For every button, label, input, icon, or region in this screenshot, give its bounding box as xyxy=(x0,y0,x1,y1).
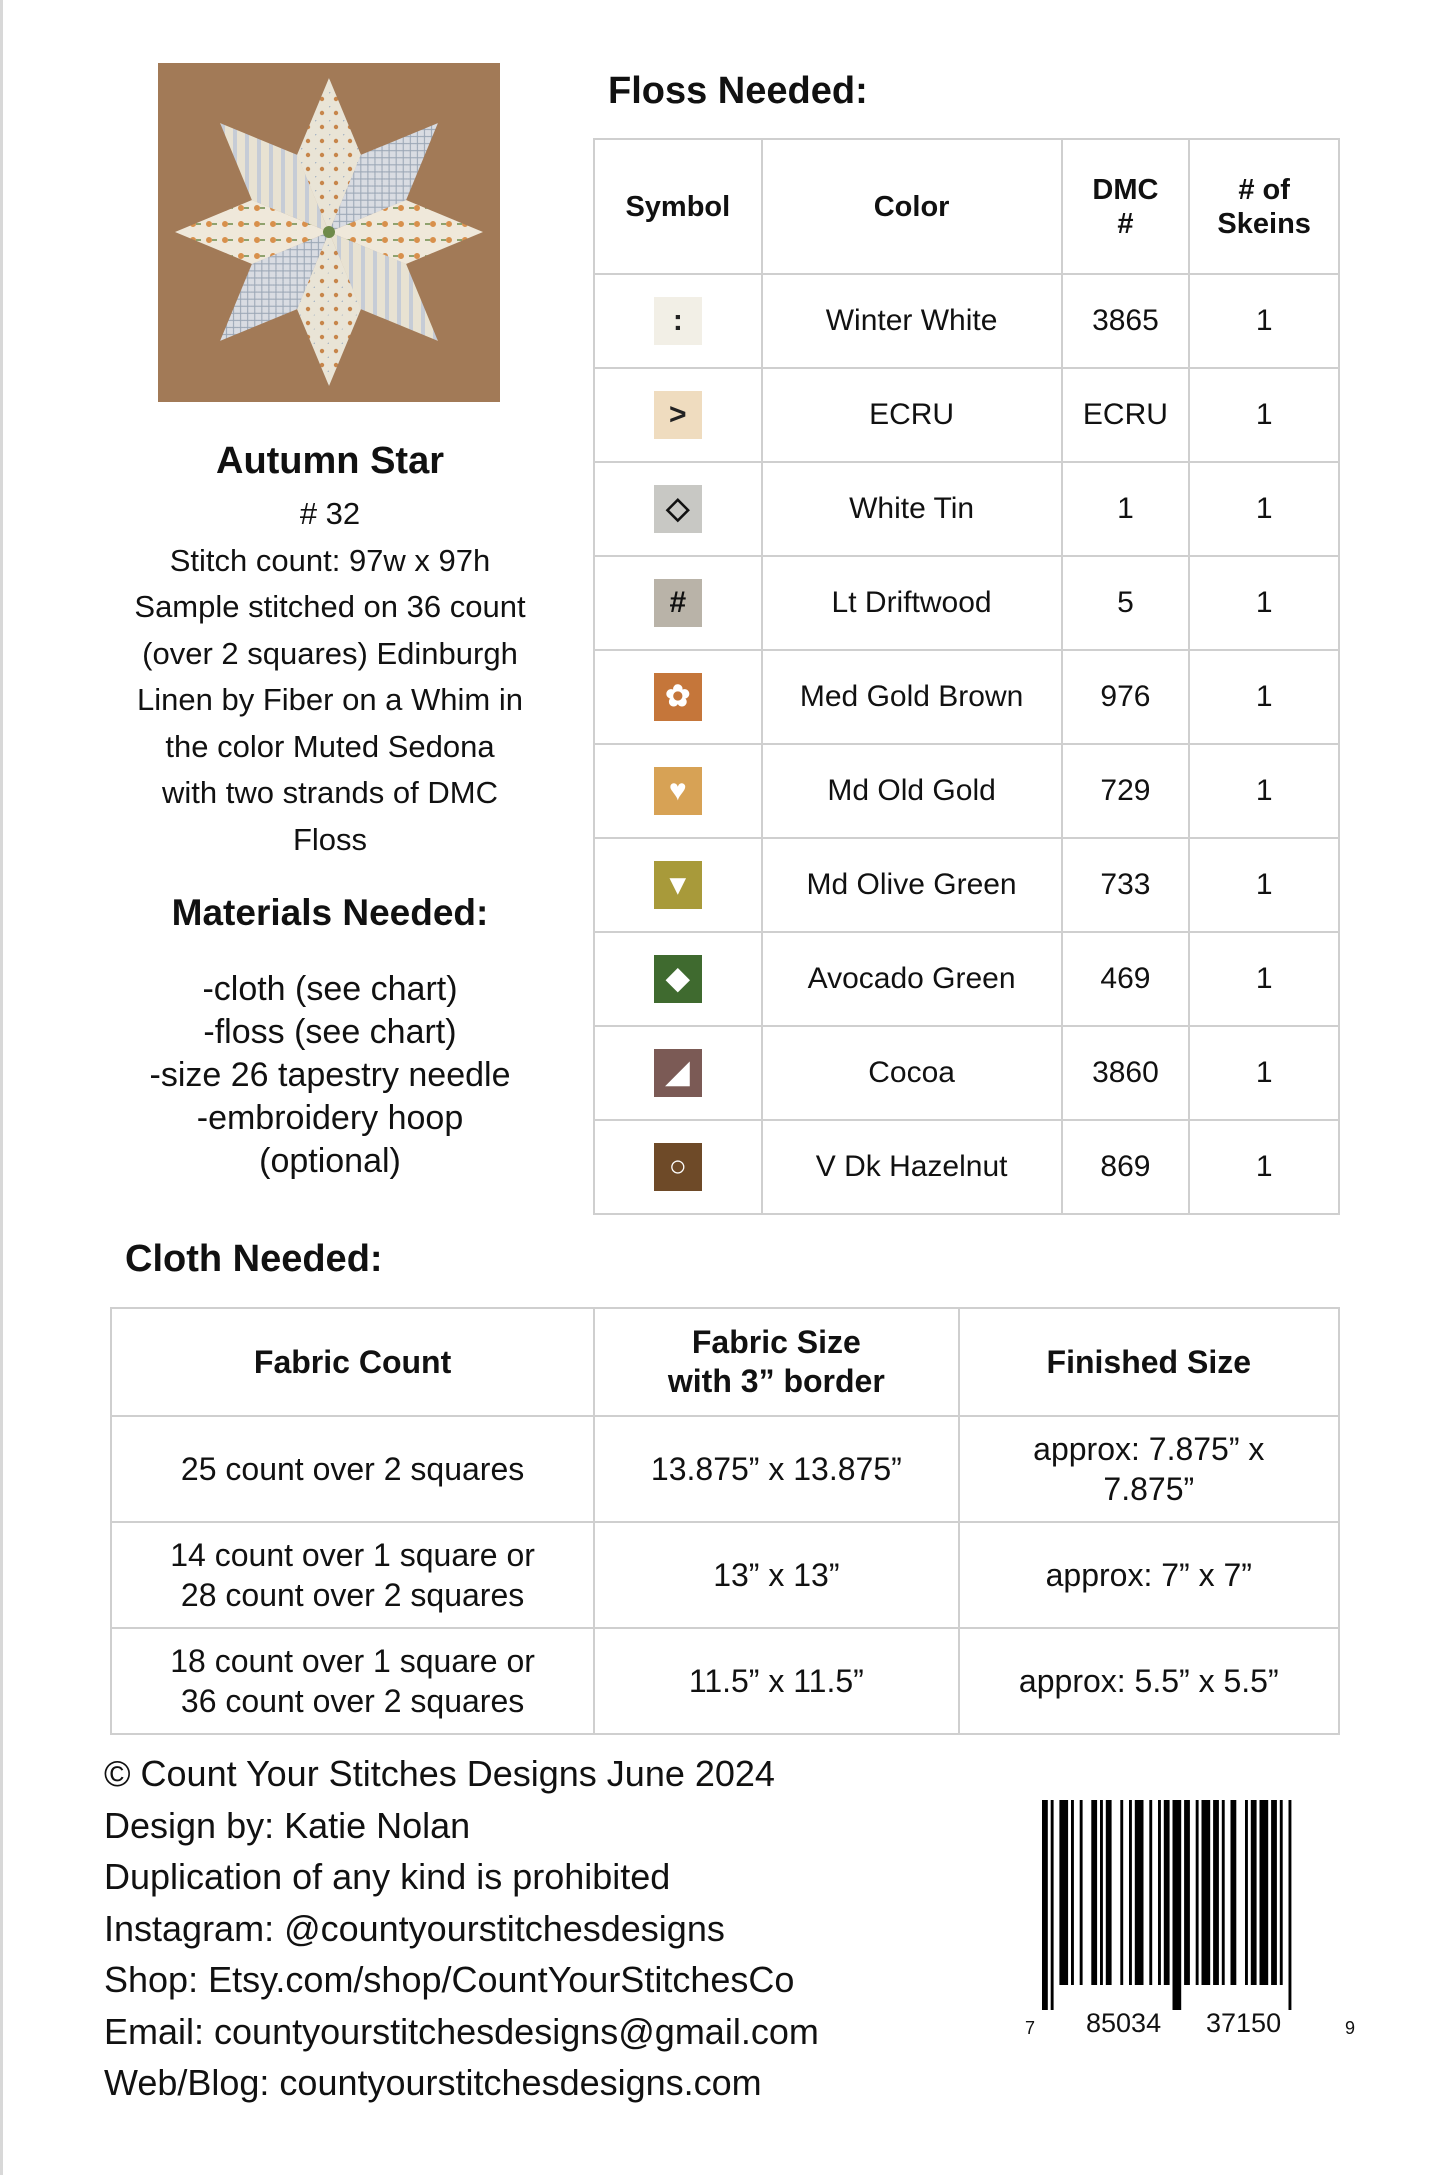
barcode-bar xyxy=(1222,1800,1225,1985)
floss-row xyxy=(594,368,1339,462)
flower-symbol-icon: ✿ xyxy=(654,673,702,721)
barcode-bar xyxy=(1289,1800,1292,2010)
barcode-bar xyxy=(1135,1800,1144,1985)
barcode-check-digit: 9 xyxy=(1345,2018,1356,2038)
barcode-first-digit: 7 xyxy=(1025,2018,1036,2038)
material-item: (optional) xyxy=(259,1142,401,1180)
materials-list xyxy=(95,968,565,1183)
half-circle-symbol-icon: ▾ xyxy=(654,861,702,909)
material-item: -floss (see chart) xyxy=(203,1013,457,1051)
instagram-line: Instagram: @countyourstitchesdesigns xyxy=(104,1907,725,1949)
hash-symbol-icon: # xyxy=(654,579,702,627)
symbol-cell xyxy=(594,1120,762,1214)
barcode-bar xyxy=(1106,1800,1112,1985)
floss-header-color: Color xyxy=(762,139,1062,274)
color-name-cell: Md Old Gold xyxy=(762,744,1062,838)
dmc-number-cell: ECRU xyxy=(1062,368,1190,462)
color-name-cell: Lt Driftwood xyxy=(762,556,1062,650)
barcode xyxy=(1020,1800,1360,2040)
finished-size-cell: approx: 7” x 7” xyxy=(959,1522,1339,1628)
description-line: with two strands of DMC xyxy=(162,775,498,810)
color-name-cell: Md Olive Green xyxy=(762,838,1062,932)
cloth-header-count: Fabric Count xyxy=(111,1308,594,1416)
barcode-bar xyxy=(1251,1800,1257,1985)
triangle-symbol-icon: ◢ xyxy=(654,1049,702,1097)
color-name-cell: Med Gold Brown xyxy=(762,650,1062,744)
symbol-cell xyxy=(594,274,762,368)
designer-line: Design by: Katie Nolan xyxy=(104,1804,471,1846)
skeins-cell: 1 xyxy=(1189,838,1339,932)
color-name-cell: Avocado Green xyxy=(762,932,1062,1026)
barcode-bar xyxy=(1213,1800,1219,1985)
skeins-cell: 1 xyxy=(1189,274,1339,368)
floss-header-row xyxy=(594,139,1339,274)
description-line: (over 2 squares) Edinburgh xyxy=(142,635,518,671)
material-item: -cloth (see chart) xyxy=(202,970,458,1008)
skeins-cell: 1 xyxy=(1189,650,1339,744)
cloth-row xyxy=(111,1416,1339,1522)
floss-row xyxy=(594,650,1339,744)
floss-header-dmc: DMC # xyxy=(1062,139,1190,274)
dmc-number-cell: 729 xyxy=(1062,744,1190,838)
diamond-filled-symbol-icon: ◆ xyxy=(654,955,702,1003)
floss-row xyxy=(594,838,1339,932)
color-name-cell: V Dk Hazelnut xyxy=(762,1120,1062,1214)
barcode-bar xyxy=(1173,1800,1182,2010)
cloth-table xyxy=(110,1307,1340,1735)
barcode-bar xyxy=(1164,1800,1170,1985)
barcode-bar xyxy=(1091,1800,1097,1985)
fabric-count-cell: 14 count over 1 square or 28 count over 2 squares xyxy=(111,1522,594,1628)
shop-line: Shop: Etsy.com/shop/CountYourStitchesCo xyxy=(104,1959,795,2000)
autumn-star-pattern-image xyxy=(158,63,500,402)
symbol-cell xyxy=(594,838,762,932)
skeins-cell: 1 xyxy=(1189,932,1339,1026)
barcode-bar xyxy=(1184,1800,1190,1985)
materials-title: Materials Needed: xyxy=(171,892,489,933)
footer-credits xyxy=(104,1748,819,2109)
skeins-cell: 1 xyxy=(1189,368,1339,462)
barcode-bar xyxy=(1245,1800,1248,1985)
symbol-cell xyxy=(594,650,762,744)
barcode-bar xyxy=(1260,1800,1269,1985)
material-item: -size 26 tapestry needle xyxy=(149,1056,511,1094)
dmc-number-cell: 869 xyxy=(1062,1120,1190,1214)
dmc-number-cell: 1 xyxy=(1062,462,1190,556)
pattern-info xyxy=(95,440,565,863)
skeins-cell: 1 xyxy=(1189,1026,1339,1120)
color-name-cell: Cocoa xyxy=(762,1026,1062,1120)
fabric-size-cell: 11.5” x 11.5” xyxy=(594,1628,958,1734)
skeins-cell: 1 xyxy=(1189,556,1339,650)
symbol-cell xyxy=(594,368,762,462)
cloth-header-size: Fabric Size with 3” border xyxy=(594,1308,958,1416)
dmc-number-cell: 5 xyxy=(1062,556,1190,650)
barcode-bar xyxy=(1202,1800,1211,1985)
skeins-cell: 1 xyxy=(1189,1120,1339,1214)
description-line: Floss xyxy=(292,821,368,857)
description-line: Linen by Fiber on a Whim in xyxy=(137,682,523,717)
dmc-number-cell: 3860 xyxy=(1062,1026,1190,1120)
barcode-left-group: 85034 xyxy=(1086,2008,1162,2038)
ring-symbol-icon: ○ xyxy=(654,1143,702,1191)
finished-size-cell: approx: 7.875” x 7.875” xyxy=(959,1416,1339,1522)
floss-title: Floss Needed: xyxy=(608,70,868,112)
floss-row xyxy=(594,274,1339,368)
barcode-bar xyxy=(1280,1800,1283,1985)
cloth-header-finished: Finished Size xyxy=(959,1308,1339,1416)
pattern-title: Autumn Star xyxy=(216,440,444,482)
color-name-cell: ECRU xyxy=(762,368,1062,462)
pattern-number: # 32 xyxy=(299,496,361,531)
barcode-bar xyxy=(1120,1800,1123,1985)
symbol-cell xyxy=(594,1026,762,1120)
page-edge xyxy=(0,0,3,2175)
dmc-number-cell: 469 xyxy=(1062,932,1190,1026)
barcode-bar xyxy=(1080,1800,1083,1985)
barcode-bar xyxy=(1158,1800,1161,1985)
floss-table xyxy=(593,138,1340,1215)
barcode-bar xyxy=(1100,1800,1103,1985)
barcode-bar xyxy=(1051,1800,1054,2010)
skeins-cell: 1 xyxy=(1189,744,1339,838)
fabric-size-cell: 13.875” x 13.875” xyxy=(594,1416,958,1522)
dmc-number-cell: 976 xyxy=(1062,650,1190,744)
cloth-row xyxy=(111,1522,1339,1628)
diamond-outline-symbol-icon: ◇ xyxy=(654,485,702,533)
skeins-cell: 1 xyxy=(1189,462,1339,556)
floss-row xyxy=(594,462,1339,556)
barcode-bar xyxy=(1196,1800,1199,1985)
barcode-bar xyxy=(1042,1800,1048,2010)
barcode-bar xyxy=(1059,1800,1068,1985)
floss-row xyxy=(594,744,1339,838)
symbol-cell xyxy=(594,556,762,650)
email-line: Email: countyourstitchesdesigns@gmail.com xyxy=(104,2010,819,2052)
barcode-bar xyxy=(1149,1800,1152,1985)
symbol-cell xyxy=(594,462,762,556)
symbol-cell xyxy=(594,932,762,1026)
barcode-bar xyxy=(1071,1800,1074,1985)
duplication-line: Duplication of any kind is prohibited xyxy=(104,1856,671,1897)
finished-size-cell: approx: 5.5” x 5.5” xyxy=(959,1628,1339,1734)
barcode-bar xyxy=(1129,1800,1132,1985)
barcode-bar xyxy=(1271,1800,1277,1985)
barcode-bars xyxy=(1020,1800,1360,2010)
cloth-header-row xyxy=(111,1308,1339,1416)
color-name-cell: Winter White xyxy=(762,274,1062,368)
description-line: Sample stitched on 36 count xyxy=(134,589,526,624)
fabric-size-cell: 13” x 13” xyxy=(594,1522,958,1628)
floss-row xyxy=(594,1120,1339,1214)
web-line: Web/Blog: countyourstitchesdesigns.com xyxy=(104,2062,762,2103)
heart-symbol-icon: ♥ xyxy=(654,767,702,815)
barcode-right-group: 37150 xyxy=(1206,2008,1282,2038)
barcode-bar xyxy=(1231,1800,1237,1985)
floss-header-skeins: # of Skeins xyxy=(1189,139,1339,274)
copyright-line: © Count Your Stitches Designs June 2024 xyxy=(104,1753,775,1794)
floss-row xyxy=(594,932,1339,1026)
description-line: Stitch count: 97w x 97h xyxy=(169,542,491,578)
floss-row xyxy=(594,556,1339,650)
floss-row xyxy=(594,1026,1339,1120)
greater-than-symbol-icon: > xyxy=(654,391,702,439)
material-item: -embroidery hoop xyxy=(196,1099,464,1137)
fabric-count-cell: 25 count over 2 squares xyxy=(111,1416,594,1522)
dmc-number-cell: 3865 xyxy=(1062,274,1190,368)
color-name-cell: White Tin xyxy=(762,462,1062,556)
fabric-count-cell: 18 count over 1 square or 36 count over 2 squares xyxy=(111,1628,594,1734)
symbol-cell xyxy=(594,744,762,838)
dmc-number-cell: 733 xyxy=(1062,838,1190,932)
cloth-title: Cloth Needed: xyxy=(125,1238,383,1280)
floss-header-symbol: Symbol xyxy=(594,139,762,274)
colon-symbol-icon: : xyxy=(654,297,702,345)
description-line: the color Muted Sedona xyxy=(165,728,495,764)
cloth-row xyxy=(111,1628,1339,1734)
